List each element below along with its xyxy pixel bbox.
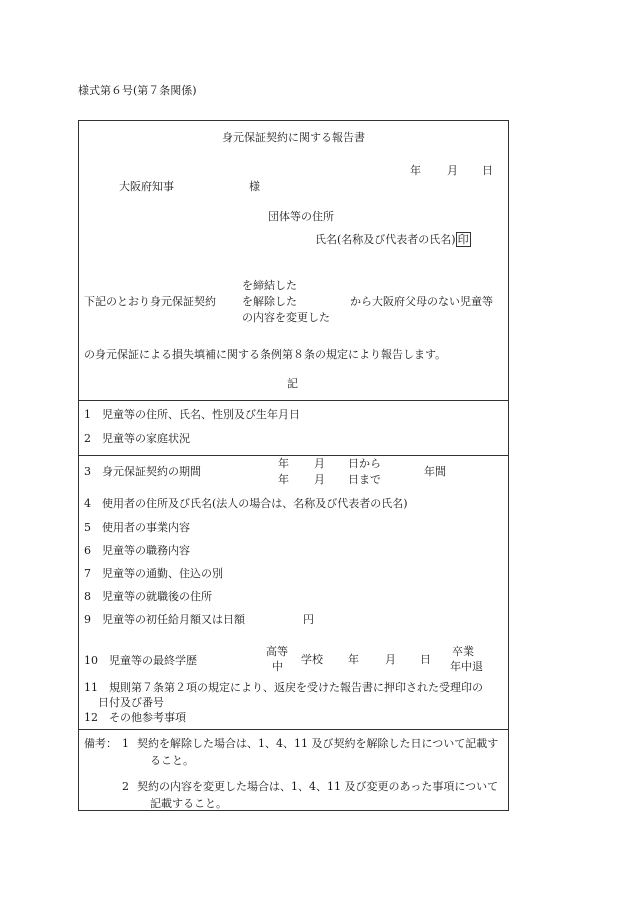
item-3-from-day: 日から <box>348 457 381 470</box>
body-option-cancel: を解除した <box>242 295 297 308</box>
item-10-school-middle: 中 <box>272 660 283 673</box>
date-day: 日 <box>482 164 493 177</box>
body-line-2: の身元保証による損失填補に関する条例第８条の規定により報告します。 <box>84 348 447 361</box>
note-2-text: 契約の内容を変更した場合は、1、4、11 及び変更のあった事項について記載すること。 <box>137 780 499 810</box>
item-3-from-month: 月 <box>314 457 325 470</box>
divider-after-header <box>79 400 508 401</box>
item-9-unit: 円 <box>303 613 314 626</box>
item-1: 1 児童等の住所、氏名、性別及び生年月日 <box>84 408 300 421</box>
item-10-graduated: 卒業 <box>452 645 474 658</box>
item-10-withdrew: 年中退 <box>450 660 483 673</box>
item-11-line-2: 日付及び番号 <box>98 696 164 709</box>
item-3-to-day: 日まで <box>348 473 381 486</box>
seal-mark: 印 <box>457 233 469 246</box>
item-3-from-year: 年 <box>278 457 289 470</box>
document-title: 身元保証契約に関する報告書 <box>222 131 365 144</box>
item-8: 8 児童等の就職後の住所 <box>84 590 212 603</box>
item-10-day: 日 <box>420 653 431 666</box>
body-option-conclude: を締結した <box>242 279 297 292</box>
item-10-school: 学校 <box>301 653 323 666</box>
body-option-change: の内容を変更した <box>242 311 330 324</box>
item-3-years: 年間 <box>424 465 446 478</box>
reporter-name-label <box>315 232 471 247</box>
item-12: 12 その他参考事項 <box>84 711 186 724</box>
item-10-year: 年 <box>348 653 359 666</box>
date-year: 年 <box>410 164 421 177</box>
item-5: 5 使用者の事業内容 <box>84 521 190 534</box>
body-prefix: 下記のとおり身元保証契約 <box>84 295 216 308</box>
item-6: 6 児童等の職務内容 <box>84 544 190 557</box>
ki-heading: 記 <box>287 377 298 390</box>
body-suffix: から大阪府父母のない児童等 <box>350 295 493 308</box>
item-4: 4 使用者の住所及び氏名(法人の場合は、名称及び代表者の氏名) <box>84 497 408 510</box>
date-month: 月 <box>447 164 458 177</box>
item-3-label: 3 身元保証契約の期間 <box>84 465 201 478</box>
reporter-address-label: 団体等の住所 <box>268 210 334 223</box>
item-3-to-year: 年 <box>278 473 289 486</box>
item-9-label: 9 児童等の初任給月額又は日額 <box>84 613 245 626</box>
item-11-line-1: 11 規則第７条第２項の規定により、返戻を受けた報告書に押印された受理印の <box>84 681 483 694</box>
form-number: 様式第６号(第７条関係) <box>78 84 197 97</box>
reporter-name-text: 氏名(名称及び代表者の氏名) <box>315 233 456 246</box>
item-10-label: 10 児童等の最終学歴 <box>84 654 197 667</box>
item-3-to-month: 月 <box>314 473 325 486</box>
addressee-name: 大阪府知事 <box>119 180 174 193</box>
item-10-school-high: 高等 <box>266 645 288 658</box>
item-2: 2 児童等の家庭状況 <box>84 432 190 445</box>
divider-after-item-2 <box>79 455 508 456</box>
divider-before-notes <box>79 729 508 730</box>
item-7: 7 児童等の通勤、住込の別 <box>84 567 223 580</box>
note-2-number: 2 <box>122 780 129 793</box>
notes-label: 備考： <box>84 737 117 750</box>
note-1-text: 契約を解除した場合は、1、4、11 及び契約を解除した日について記載すること。 <box>137 737 499 767</box>
note-1-number: 1 <box>122 737 129 750</box>
addressee-honorific: 様 <box>249 180 260 193</box>
item-10-month: 月 <box>385 653 396 666</box>
